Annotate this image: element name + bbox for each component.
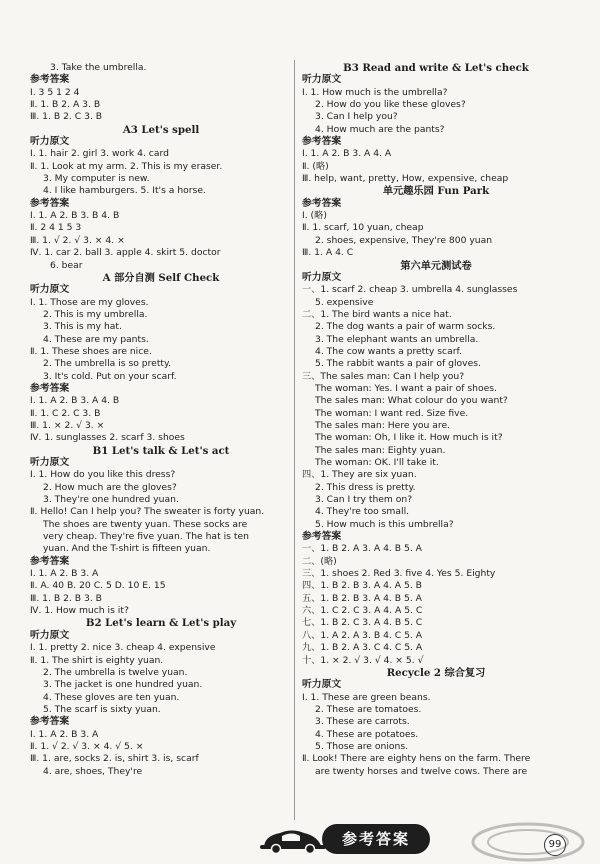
- text-line: Ⅰ. 1. pretty 2. nice 3. cheap 4. expensive: [30, 642, 216, 654]
- text-line: 3. The elephant wants an umbrella.: [315, 333, 479, 345]
- section-label: 参考答案: [30, 197, 70, 209]
- column-divider: [294, 60, 295, 820]
- text-line: Ⅳ. 1. car 2. ball 3. apple 4. skirt 5. doctor: [30, 247, 221, 259]
- text-line: 七、1. B 2. C 3. A 4. B 5. C: [302, 617, 423, 629]
- text-line: 4. I like hamburgers. 5. It's a horse.: [43, 185, 206, 197]
- text-line: 4. How much are the pants?: [315, 123, 445, 135]
- text-line: 4. These are my pants.: [43, 333, 149, 345]
- text-line: The sales man: Eighty yuan.: [315, 444, 446, 456]
- text-line: 3. Take the umbrella.: [50, 62, 147, 73]
- watermark-logo: [468, 818, 588, 864]
- text-line: 九、1. B 2. A 3. C 4. C 5. A: [302, 642, 423, 654]
- text-line: 2. The dog wants a pair of warm socks.: [315, 321, 496, 333]
- text-line: 二、1. The bird wants a nice hat.: [302, 308, 452, 320]
- section-heading: B3 Read and write & Let's check: [343, 62, 529, 74]
- text-line: The shoes are twenty yuan. These socks are: [43, 518, 248, 530]
- text-line: yuan. And the T-shirt is fifteen yuan.: [43, 543, 211, 555]
- text-line: 三、1. shoes 2. Red 3. five 4. Yes 5. Eighty: [302, 568, 496, 580]
- text-line: 八、1. A 2. A 3. B 4. C 5. A: [302, 629, 423, 641]
- section-label: 听力原文: [302, 74, 342, 86]
- section-label: 听力原文: [30, 629, 70, 641]
- text-line: 2. These are tomatoes.: [315, 703, 422, 715]
- text-line: Ⅰ. 1. A 2. B 3. A: [30, 728, 99, 740]
- section-label: 参考答案: [302, 531, 342, 543]
- section-heading: B2 Let's learn & Let's play: [85, 617, 237, 630]
- text-line: Ⅰ. 1. How do you like this dress?: [30, 469, 176, 481]
- text-line: Ⅰ. 1. A 2. B 3. B 4. B: [30, 210, 120, 222]
- text-line: Ⅱ. (略): [302, 160, 329, 172]
- text-line: Ⅱ. A. 40 B. 20 C. 5 D. 10 E. 15: [30, 580, 166, 592]
- text-line: Ⅲ. 1. B 2. C 3. B: [30, 111, 103, 123]
- right-column: [302, 62, 570, 778]
- section-label: 参考答案: [30, 74, 70, 86]
- text-line: Ⅳ. 1. How much is it?: [30, 605, 129, 617]
- text-line: The woman: Yes. I want a pair of shoes.: [315, 382, 497, 394]
- text-line: The woman: OK. I'll take it.: [315, 457, 439, 468]
- text-line: The woman: Oh, I like it. How much is it?: [315, 432, 503, 444]
- section-label: 听力原文: [302, 679, 342, 691]
- text-line: Ⅰ. 1. Those are my gloves.: [30, 296, 149, 308]
- text-line: Ⅰ. 1. A 2. B 3. A 4. A: [302, 148, 392, 160]
- section-label: 参考答案: [30, 555, 70, 567]
- text-line: 2. How much are the gloves?: [43, 481, 177, 493]
- page-footer: [0, 818, 600, 864]
- text-line: Ⅲ. 1. are, socks 2. is, shirt 3. is, scarf: [30, 753, 199, 765]
- section-heading: B1 Let's talk & Let's act: [92, 444, 230, 457]
- text-line: The sales man: Here you are.: [315, 419, 451, 431]
- text-line: 4. The cow wants a pretty scarf.: [315, 345, 462, 357]
- text-line: Ⅱ. 2 4 1 5 3: [30, 222, 82, 234]
- text-line: 三、The sales man: Can I help you?: [302, 370, 465, 382]
- text-line: Ⅱ. 1. scarf, 10 yuan, cheap: [302, 222, 424, 234]
- text-line: Ⅰ. 1. These are green beans.: [302, 691, 431, 703]
- text-line: 3. These are carrots.: [315, 716, 410, 728]
- text-line: very cheap. They're five yuan. The hat is ten: [43, 531, 249, 543]
- text-line: Ⅲ. help, want, pretty, How, expensive, cheap: [302, 173, 509, 185]
- text-line: Ⅱ. 1. C 2. C 3. B: [30, 407, 101, 419]
- text-line: 6. bear: [50, 259, 83, 271]
- text-line: Ⅳ. 1. sunglasses 2. scarf 3. shoes: [30, 432, 185, 444]
- text-line: 5. expensive: [315, 296, 374, 308]
- text-line: 3. They're one hundred yuan.: [43, 494, 179, 506]
- section-label: 听力原文: [302, 271, 342, 283]
- text-line: Ⅱ. 1. Look at my arm. 2. This is my eraser.: [30, 160, 223, 172]
- beetle-car-icon: [258, 826, 328, 854]
- text-line: 4. They're too small.: [315, 506, 410, 518]
- text-line: 二、(略): [302, 555, 337, 567]
- text-line: Ⅲ. 1. × 2. √ 3. ×: [30, 419, 105, 431]
- text-line: Ⅰ. 1. hair 2. girl 3. work 4. card: [30, 148, 169, 160]
- text-line: Ⅱ. 1. √ 2. √ 3. × 4. √ 5. ×: [30, 740, 144, 752]
- text-line: 四、1. B 2. B 3. A 4. A 5. B: [302, 580, 422, 592]
- section-heading: 第六单元测试卷: [400, 259, 472, 272]
- text-line: 3. This is my hat.: [43, 321, 122, 333]
- text-line: 3. My computer is new.: [43, 173, 150, 185]
- text-line: 4. These are potatoes.: [315, 728, 419, 740]
- page-number: 99: [544, 834, 566, 856]
- text-line: Ⅱ. 1. B 2. A 3. B: [30, 99, 101, 111]
- text-line: Ⅲ. 1. A 4. C: [302, 247, 354, 259]
- text-line: are twenty horses and twelve cows. There are: [315, 765, 528, 777]
- text-line: 3. Can I help you?: [315, 111, 398, 123]
- section-heading: Recycle 2 综合复习: [386, 666, 486, 679]
- text-line: Ⅱ. Hello! Can I help you? The sweater is forty yuan.: [30, 506, 265, 518]
- text-line: 5. How much is this umbrella?: [315, 518, 454, 530]
- text-line: 4. These gloves are ten yuan.: [43, 691, 180, 703]
- text-line: Ⅲ. 1. B 2. B 3. B: [30, 592, 102, 604]
- text-line: Ⅰ. 1. A 2. B 3. A: [30, 568, 99, 580]
- text-line: The woman: I want red. Size five.: [315, 407, 469, 419]
- text-line: Ⅲ. 1. √ 2. √ 3. × 4. ×: [30, 234, 125, 246]
- left-column: [30, 62, 292, 778]
- section-label: 参考答案: [302, 197, 342, 209]
- text-line: Ⅱ. 1. The shirt is eighty yuan.: [30, 654, 164, 666]
- text-line: Ⅰ. 3 5 1 2 4: [30, 86, 80, 98]
- section-label: 听力原文: [30, 457, 70, 468]
- text-line: 2. How do you like these gloves?: [315, 99, 466, 111]
- section-heading: A3 Let's spell: [122, 123, 200, 136]
- text-line: The sales man: What colour do you want?: [315, 395, 508, 407]
- text-line: 六、1. C 2. C 3. A 4. A 5. C: [302, 605, 423, 617]
- text-line: 一、1. scarf 2. cheap 3. umbrella 4. sunglasses: [302, 284, 518, 296]
- section-label: 参考答案: [302, 136, 342, 148]
- section-label: 听力原文: [30, 136, 70, 148]
- text-line: 5. Those are onions.: [315, 740, 409, 752]
- text-line: 5. The scarf is sixty yuan.: [43, 703, 161, 715]
- section-label: 参考答案: [30, 716, 70, 728]
- text-line: Ⅰ. (略): [302, 210, 327, 222]
- section-label: 听力原文: [30, 284, 70, 296]
- text-line: Ⅰ. 1. How much is the umbrella?: [302, 86, 448, 98]
- text-line: 4. are, shoes, They're: [43, 765, 143, 777]
- text-line: 十、1. × 2. √ 3. √ 4. × 5. √: [302, 654, 424, 666]
- section-label: 参考答案: [30, 382, 70, 394]
- text-line: 一、1. B 2. A 3. A 4. B 5. A: [302, 543, 422, 555]
- section-heading: A 部分自测 Self Check: [102, 271, 220, 284]
- text-line: 2. The umbrella is so pretty.: [43, 358, 172, 370]
- text-line: 五、1. B 2. B 3. A 4. B 5. A: [302, 592, 422, 604]
- text-line: 2. shoes, expensive, They're 800 yuan: [315, 234, 493, 246]
- text-line: 四、1. They are six yuan.: [302, 469, 417, 481]
- text-line: 2. This is my umbrella.: [43, 308, 148, 320]
- text-line: 3. It's cold. Put on your scarf.: [43, 370, 177, 382]
- text-line: Ⅱ. Look! There are eighty hens on the farm. There: [302, 753, 531, 765]
- text-line: 2. This dress is pretty.: [315, 481, 416, 493]
- text-line: 3. The jacket is one hundred yuan.: [43, 679, 203, 691]
- text-line: Ⅰ. 1. A 2. B 3. A 4. B: [30, 395, 120, 407]
- section-heading: 单元趣乐园 Fun Park: [382, 185, 490, 198]
- text-line: 3. Can I try them on?: [315, 494, 413, 506]
- text-line: 2. The umbrella is twelve yuan.: [43, 666, 188, 678]
- answer-key-banner: 参考答案: [322, 824, 430, 854]
- text-line: 5. The rabbit wants a pair of gloves.: [315, 358, 481, 370]
- text-line: Ⅱ. 1. These shoes are nice.: [30, 345, 152, 357]
